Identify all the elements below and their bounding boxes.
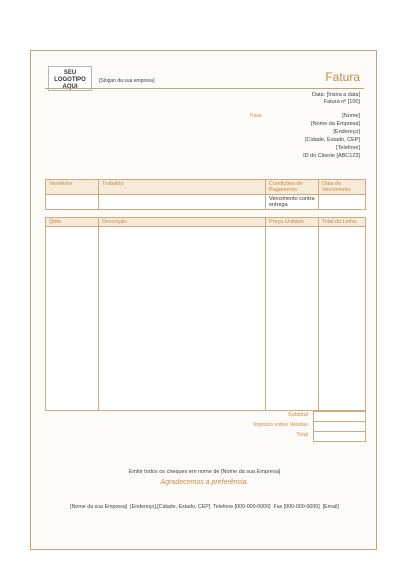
items-line-total-column[interactable] <box>319 227 366 411</box>
invoice-date: Data: [Insira a data] <box>312 92 360 98</box>
thank-you-note: Agradecemos a preferência. <box>160 479 249 486</box>
items-qty-column[interactable] <box>46 227 99 411</box>
total-label: Total <box>296 432 308 438</box>
company-contact-line: [Nome da sua Empresa] [Endereço],[Cidade, Estado, CEP] Telefone [000-000-0000] Fax [000-000-0000] [Email] <box>70 504 339 510</box>
tax-label: Imposto sobre Vendas <box>253 422 308 428</box>
bill-to-phone: [Telefone] <box>336 145 360 151</box>
items-table <box>45 217 366 411</box>
cell-payment-terms[interactable]: Vencimento contra entrega <box>266 195 319 210</box>
cell-due-date[interactable] <box>319 195 366 210</box>
items-unit-price-column[interactable] <box>266 227 319 411</box>
bill-to-address: [Endereço] <box>333 129 360 135</box>
col-header-payment-terms: Condições de Pagamento <box>266 180 319 195</box>
bill-to-city: [Cidade, Estado, CEP] <box>304 137 360 143</box>
logo-placeholder[interactable]: SEU LOGOTIPO AQUI <box>48 66 92 91</box>
col-header-job: Trabalho <box>99 180 266 195</box>
bill-to-name: [Nome] <box>342 113 360 119</box>
payable-note: Emitir todos os cheques em nome de [Nome da sua Empresa] <box>128 469 281 475</box>
header-divider <box>45 88 364 89</box>
company-slogan: [Slogan da sua empresa] <box>99 78 155 84</box>
cell-job[interactable] <box>99 195 266 210</box>
bill-to-company: [Nome da Empresa] <box>311 121 360 127</box>
cell-salesperson[interactable] <box>46 195 99 210</box>
col-header-qty: Qtde. <box>46 218 99 227</box>
col-header-due-date: Data de Vencimento <box>319 180 366 195</box>
col-header-description: Descrição <box>99 218 266 227</box>
invoice-title: Fatura <box>325 70 360 84</box>
invoice-number: Fatura nº [100] <box>323 99 360 105</box>
items-description-column[interactable] <box>99 227 266 411</box>
invoice-page <box>30 50 377 550</box>
subtotal-label: Subtotal <box>287 412 308 418</box>
col-header-line-total: Total da Linha <box>319 218 366 227</box>
total-value[interactable] <box>313 431 366 442</box>
client-id: ID do Cliente [ABC123] <box>303 153 360 159</box>
terms-table <box>45 179 366 210</box>
col-header-unit-price: Preço Unitário <box>266 218 319 227</box>
col-header-salesperson: Vendedor <box>46 180 99 195</box>
bill-to-label: Para <box>250 113 262 119</box>
